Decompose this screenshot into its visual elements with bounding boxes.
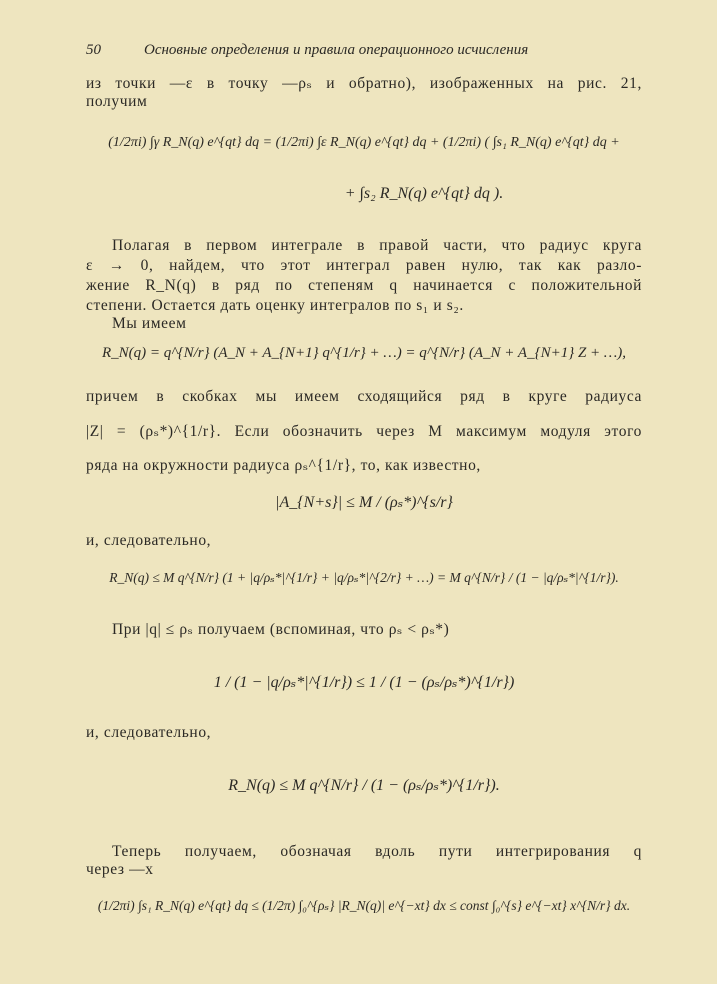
text-line: жение R_N(q) в ряд по степеням q начинается с положительной — [86, 277, 642, 294]
text-line: и, следовательно, — [86, 532, 212, 549]
running-title: Основные определения и правила операционного исчисления — [144, 42, 529, 58]
formula-contour-integral: (1/2πi) ∫γ R_N(q) e^{qt} dq = (1/2πi) ∫ε R_N(q) e^{qt} dq + (1/2πi) ( ∫s₁ R_N(q) e^{qt} dq + — [108, 135, 620, 150]
formula-remainder-bound: R_N(q) ≤ M q^{N/r} (1 + |q/ρₛ*|^{1/r} + |q/ρₛ*|^{2/r} + …) = M q^{N/r} / (1 − |q/ρₛ*|^{1/r}). — [109, 570, 619, 585]
formula-integral-estimate: (1/2πi) ∫s₁ R_N(q) e^{qt} dq ≤ (1/2π) ∫₀^{ρₛ} |R_N(q)| e^{−xt} dx ≤ const ∫₀^{s} e^{−xt} x^{N/r} dx. — [97, 898, 631, 913]
formula-inequality: 1 / (1 − |q/ρₛ*|^{1/r}) ≤ 1 / (1 − (ρₛ/ρₛ*)^{1/r}) — [213, 674, 515, 691]
text-line: Полагая в первом интеграле в правой части, что радиус круга — [112, 237, 642, 254]
formula-contour-integral-cont: + ∫s₂ R_N(q) e^{qt} dq ). — [344, 185, 504, 202]
text-line: Теперь получаем, обозначая вдоль пути интегрирования q — [112, 843, 642, 860]
running-header — [86, 42, 642, 59]
formula-series: R_N(q) = q^{N/r} (A_N + A_{N+1} q^{1/r} + …) = q^{N/r} (A_N + A_{N+1} Z + …), — [101, 345, 626, 361]
text-line: При |q| ≤ ρₛ получаем (вспоминая, что ρₛ < ρₛ*) — [112, 621, 450, 638]
text-line: Мы имеем — [112, 315, 187, 332]
text-line: |Z| = (ρₛ*)^{1/r}. Если обозначить через M максимум модуля этого — [86, 423, 642, 440]
text-line: причем в скобках мы имеем сходящийся ряд в круге радиуса — [86, 388, 642, 405]
text-line: из точки —ε в точку —ρₛ и обратно), изображенных на рис. 21, — [86, 75, 642, 92]
text-line: через —x — [86, 861, 154, 878]
formula-remainder-final: R_N(q) ≤ M q^{N/r} / (1 − (ρₛ/ρₛ*)^{1/r}). — [228, 777, 500, 794]
text-line: и, следовательно, — [86, 724, 212, 741]
formula-coefficient-bound: |A_{N+s}| ≤ M / (ρₛ*)^{s/r} — [275, 494, 453, 511]
page-number: 50 — [86, 42, 101, 58]
text-line: получим — [86, 93, 148, 110]
text-line: ε → 0, найдем, что этот интеграл равен нулю, так как разло- — [86, 257, 642, 274]
text-line: степени. Остается дать оценку интегралов по s₁ и s₂. — [86, 297, 464, 314]
text-line: ряда на окружности радиуса ρₛ^{1/r}, то, как известно, — [86, 457, 481, 474]
